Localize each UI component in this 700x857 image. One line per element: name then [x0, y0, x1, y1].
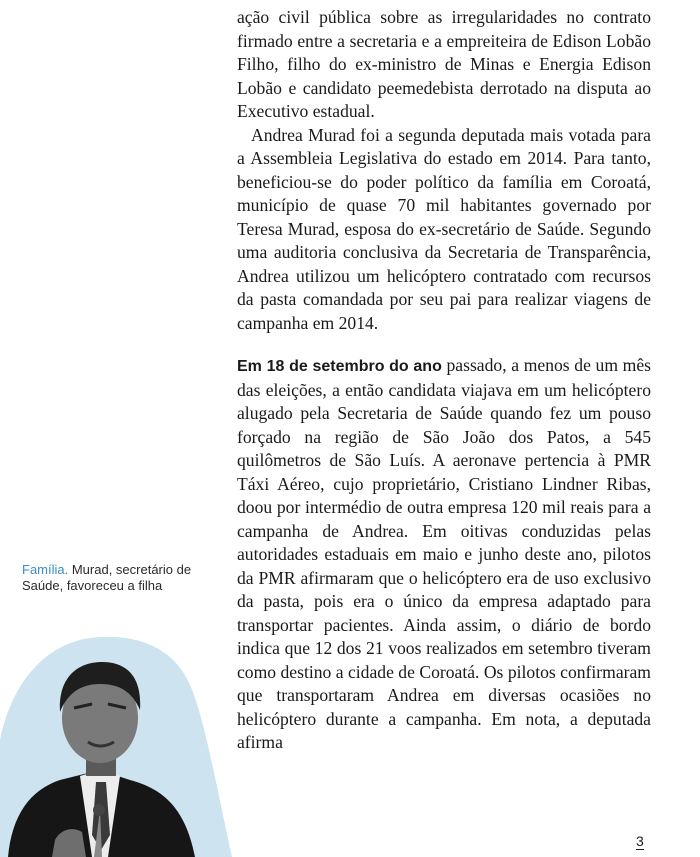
- caption-label: Família.: [22, 562, 69, 577]
- article-body-column: [237, 6, 651, 755]
- paragraph-3-lead: Em 18 de setembro do ano: [237, 358, 442, 375]
- photo-caption: [22, 562, 197, 594]
- microphone-head: [93, 804, 105, 816]
- portrait-photo: [0, 630, 232, 857]
- page-number: 3: [636, 833, 644, 849]
- caption-text: Murad, secretário de Saúde, favoreceu a filha: [22, 562, 192, 593]
- paragraph-3-text: passado, a menos de um mês das eleições, a então candidata viajava em um helicóptero alugado pela Secretaria de Saúde quando fez um pouso forçado na região de São João dos Patos, a 545 quilômetros de São Luís. A aeronave pertencia à PMR Táxi Aéreo, cujo proprietário, Cristiano Lindner Ribas, doou por intermédio de outra empresa 120 mil reais para a campanha de Andrea. Em oitivas conduzidas pelas autoridades estaduais em maio e junho deste ano, pilotos da PMR afirmaram que o helicóptero era de uso exclusivo da pasta, pois era o único da empresa adaptado para transportar pacientes. Ainda assim, o diário de bordo indica que 12 dos 21 voos realizados em setembro tiveram como destino a cidade de Coroatá. Os pilotos confirmaram que transportaram Andrea em diversas ocasiões no helicóptero durante a campanha. Em nota, a deputada afirma: [237, 355, 652, 752]
- paragraph-3: [237, 354, 651, 755]
- paragraph-2: Andrea Murad foi a segunda deputada mais votada para a Assembleia Legislativa do estado em 2014. Para tanto, beneficiou-se do poder político da família em Coroatá, município de quase 70 mil habitantes governado por Teresa Murad, esposa do ex-secretário de Saúde. Segundo uma auditoria conclusiva da Secretaria de Transparência, Andrea utilizou um helicóptero contratado com recursos da pasta comandada por seu pai para realizar viagens de campanha em 2014.: [237, 124, 651, 333]
- paragraph-1: ação civil pública sobre as irregularidades no contrato firmado entre a secretaria e a empreiteira de Edison Lobão Filho, filho do ex-ministro de Minas e Energia Edison Lobão e candidato peemedebista derrotado na disputa ao Executivo estadual.: [237, 7, 651, 121]
